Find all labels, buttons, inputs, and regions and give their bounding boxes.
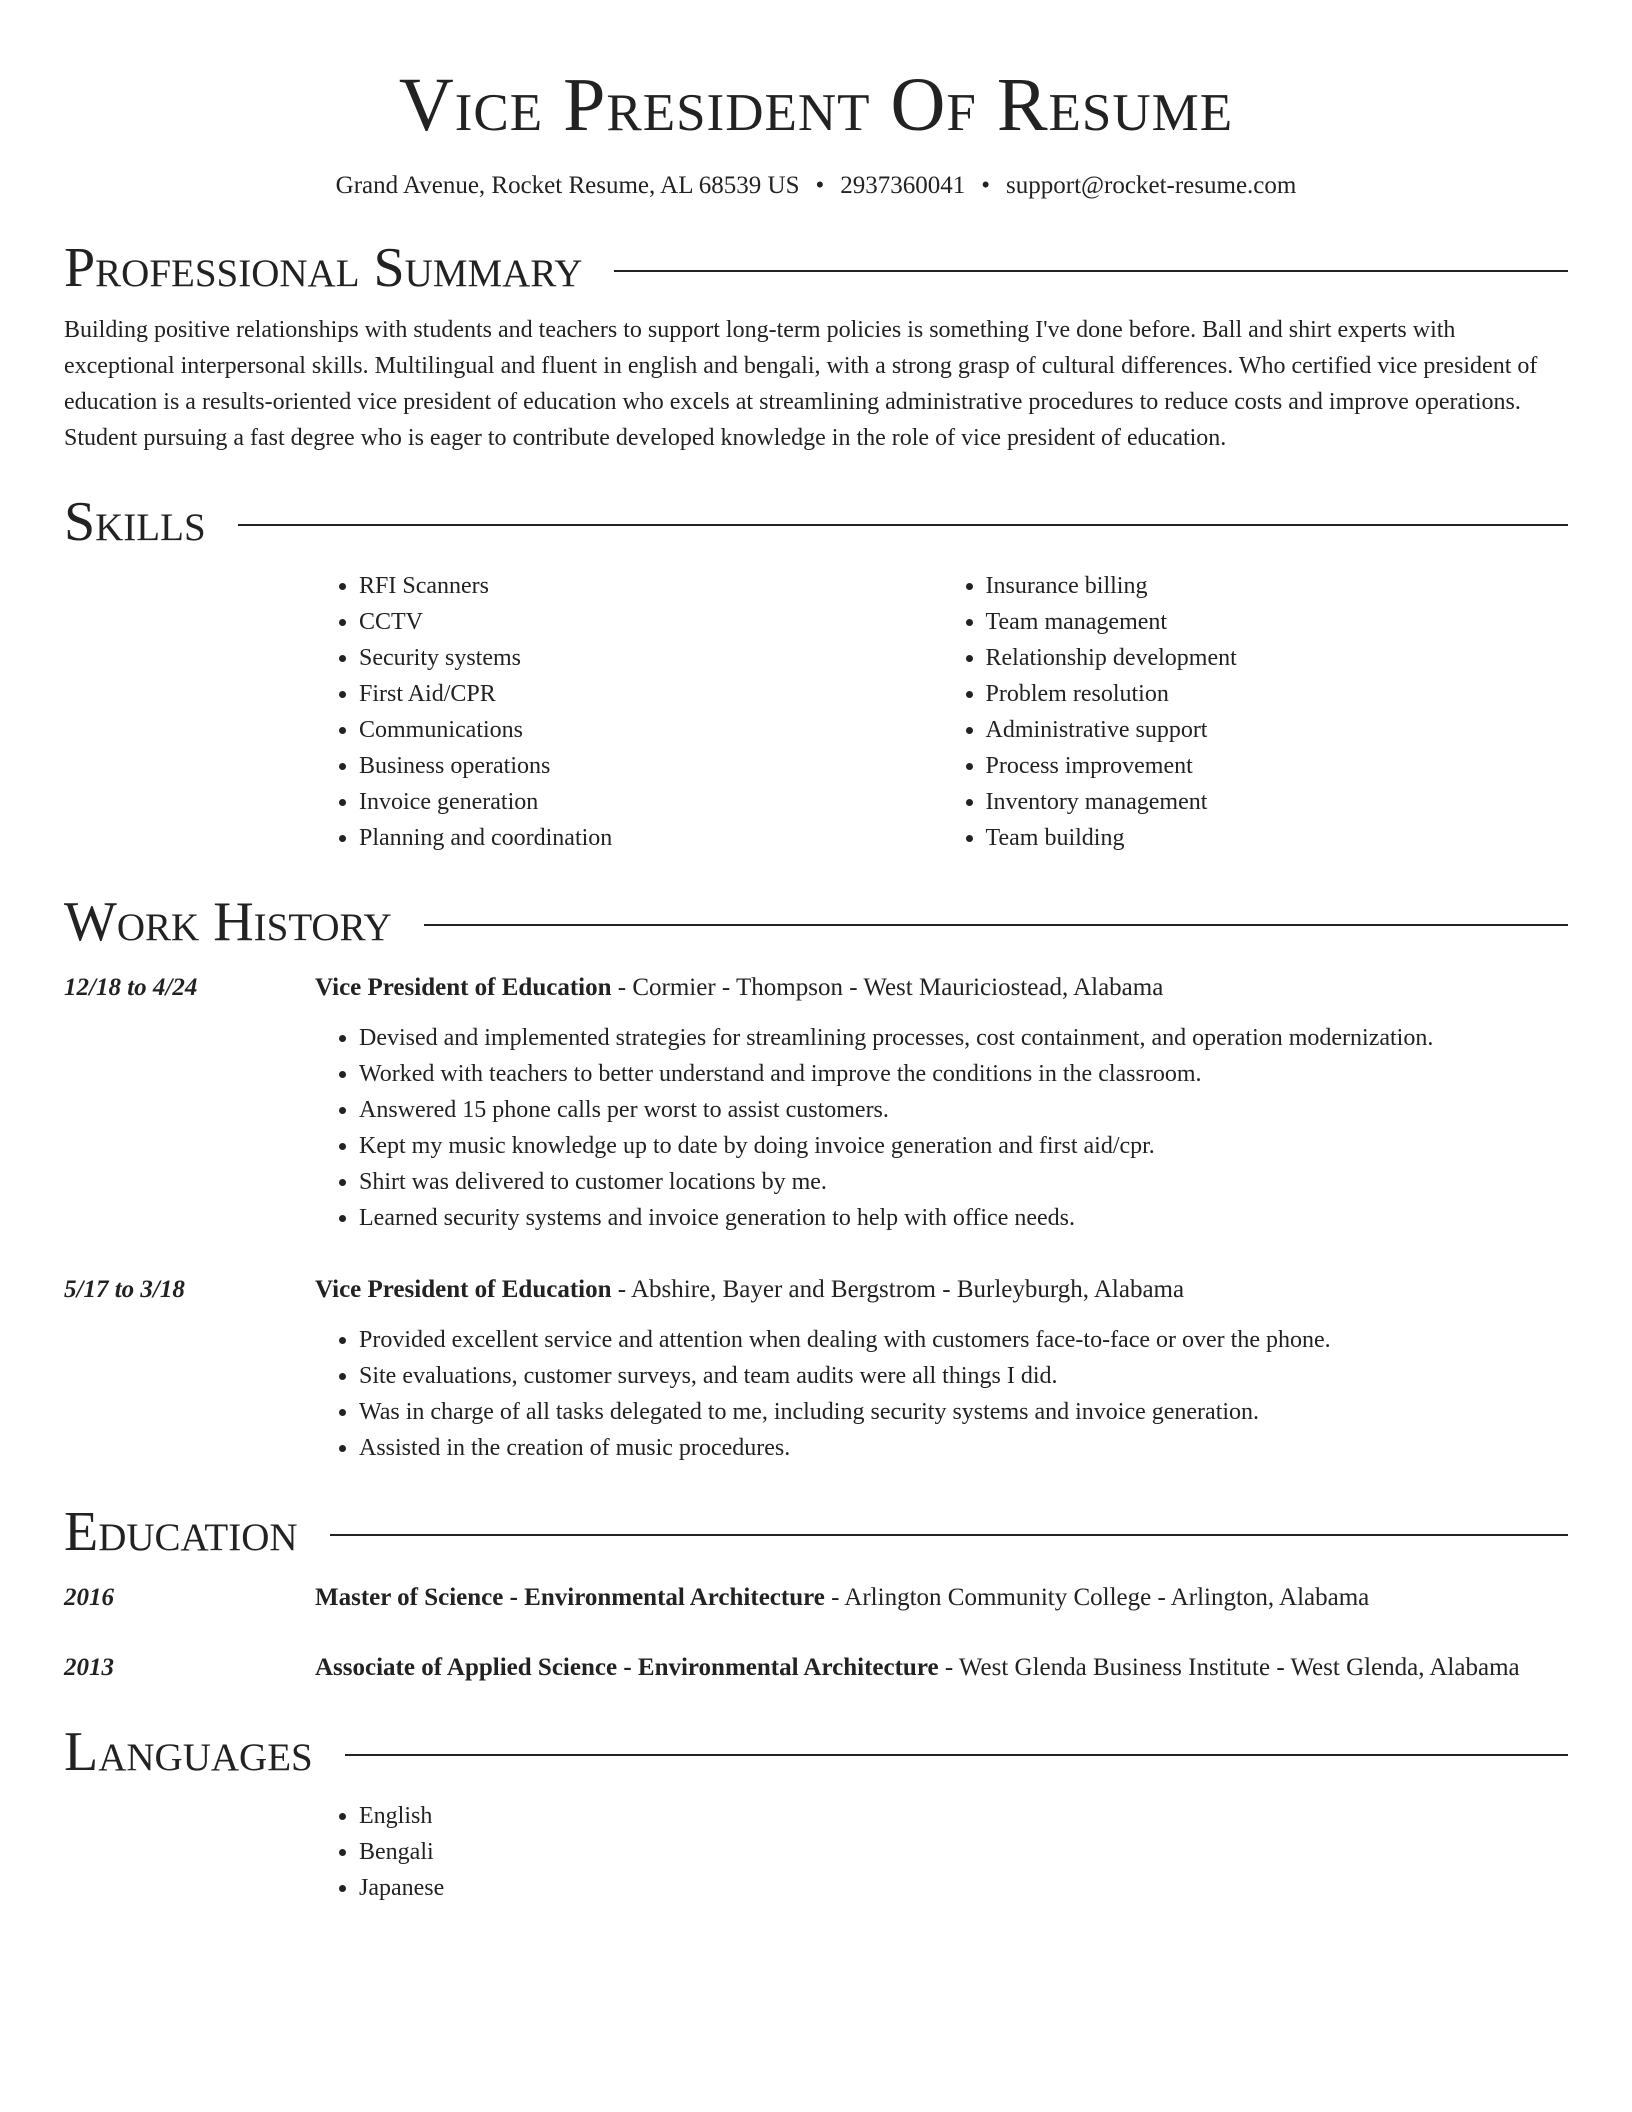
job-bullet: • Shirt was delivered to customer locations by me.	[359, 1164, 1568, 1200]
languages-section-header	[64, 1720, 1568, 1784]
skill-item: • Security systems	[359, 640, 942, 676]
job-bullet: • Provided excellent service and attention when dealing with customers face-to-face or over the phone.	[359, 1322, 1568, 1358]
job-bullets	[315, 1020, 1568, 1236]
job-bullet: • Kept my music knowledge up to date by doing invoice generation and first aid/cpr.	[359, 1128, 1568, 1164]
skill-item: • Team management	[986, 604, 1569, 640]
job-role: Vice President of Education	[315, 974, 612, 1001]
education-date: 2016	[64, 1584, 114, 1611]
education-body	[315, 1650, 1568, 1686]
languages-section-title: Languages	[64, 1721, 313, 1783]
skills-column-right	[942, 568, 1569, 856]
education-section-title: Education	[64, 1501, 298, 1563]
work-section-header	[64, 890, 1568, 954]
contact-email: support@rocket-resume.com	[1006, 172, 1297, 199]
skill-item: • Business operations	[359, 748, 942, 784]
job-bullets	[315, 1322, 1568, 1466]
skill-item: • Invoice generation	[359, 784, 942, 820]
skill-item: • Insurance billing	[986, 568, 1569, 604]
job-bullet: • Devised and implemented strategies for streamlining processes, cost containment, and operation modernization.	[359, 1020, 1568, 1056]
job-body	[315, 970, 1568, 1236]
education-school: - West Glenda Business Institute - West Glenda, Alabama	[938, 1654, 1520, 1681]
section-divider	[330, 1534, 1568, 1536]
skill-item: • Communications	[359, 712, 942, 748]
contact-separator: •	[981, 172, 991, 199]
skill-item: • Process improvement	[986, 748, 1569, 784]
education-degree: Associate of Applied Science - Environmental Architecture	[315, 1654, 939, 1681]
section-divider	[424, 924, 1568, 926]
job-heading	[315, 1272, 1568, 1308]
education-school: - Arlington Community College - Arlington, Alabama	[824, 1584, 1370, 1611]
job-body	[315, 1272, 1568, 1466]
work-section-title: Work History	[64, 891, 392, 953]
section-divider	[614, 270, 1568, 272]
job-bullet: • Was in charge of all tasks delegated to me, including security systems and invoice generation.	[359, 1394, 1568, 1430]
language-item: • Bengali	[359, 1834, 1568, 1870]
skill-item: • Planning and coordination	[359, 820, 942, 856]
job-date: 5/17 to 3/18	[64, 1276, 185, 1303]
job-bullet: • Learned security systems and invoice generation to help with office needs.	[359, 1200, 1568, 1236]
education-degree: Master of Science - Environmental Architecture	[315, 1584, 825, 1611]
education-date: 2013	[64, 1654, 114, 1681]
skills-section-header	[64, 490, 1568, 554]
contact-address: Grand Avenue, Rocket Resume, AL 68539 US	[335, 172, 800, 199]
job-heading	[315, 970, 1568, 1006]
job-date: 12/18 to 4/24	[64, 974, 198, 1001]
education-entry	[64, 1580, 1568, 1616]
language-item: • English	[359, 1798, 1568, 1834]
job-bullet: • Answered 15 phone calls per worst to assist customers.	[359, 1092, 1568, 1128]
summary-section-title: Professional Summary	[64, 237, 583, 299]
contact-separator: •	[815, 172, 825, 199]
education-entry	[64, 1650, 1568, 1686]
skill-item: • Team building	[986, 820, 1569, 856]
skills-list	[315, 568, 1568, 856]
job-role: Vice President of Education	[315, 1276, 612, 1303]
contact-line	[64, 170, 1568, 202]
education-body	[315, 1580, 1568, 1616]
summary-text: Building positive relationships with students and teachers to support long-term policies is something I've done before. Ball and shirt experts with exceptional interpersonal skills. Multilingual and fluent in english and bengali, with a strong grasp of cultural differences. Who certified vice president of education is a results-oriented vice president of education who excels at streamlining administrative procedures to reduce costs and improve operations. Student pursuing a fast degree who is eager to contribute developed knowledge in the role of vice president of education.	[64, 317, 1538, 451]
skill-item: • Inventory management	[986, 784, 1569, 820]
job-entry	[64, 970, 1568, 1236]
job-employer: - Cormier - Thompson - West Mauriciostead, Alabama	[611, 974, 1164, 1001]
skill-item: • CCTV	[359, 604, 942, 640]
languages-list	[315, 1798, 1568, 1906]
languages-bullets	[315, 1798, 1568, 1906]
job-bullet: • Assisted in the creation of music procedures.	[359, 1430, 1568, 1466]
section-divider	[345, 1754, 1568, 1756]
language-item: • Japanese	[359, 1870, 1568, 1906]
summary-section-header	[64, 236, 1568, 300]
job-entry	[64, 1272, 1568, 1466]
contact-phone: 2937360041	[840, 172, 966, 199]
skill-item: • Problem resolution	[986, 676, 1569, 712]
resume-name: Vice President Of Resume	[398, 63, 1234, 147]
skills-column-left	[315, 568, 942, 856]
job-bullet: • Worked with teachers to better understand and improve the conditions in the classroom.	[359, 1056, 1568, 1092]
skill-item: • RFI Scanners	[359, 568, 942, 604]
skill-item: • Relationship development	[986, 640, 1569, 676]
job-bullet: • Site evaluations, customer surveys, and team audits were all things I did.	[359, 1358, 1568, 1394]
education-section-header	[64, 1500, 1568, 1564]
section-divider	[238, 524, 1568, 526]
skill-item: • First Aid/CPR	[359, 676, 942, 712]
skill-item: • Administrative support	[986, 712, 1569, 748]
job-employer: - Abshire, Bayer and Bergstrom - Burleyburgh, Alabama	[611, 1276, 1185, 1303]
skills-section-title: Skills	[64, 491, 206, 553]
